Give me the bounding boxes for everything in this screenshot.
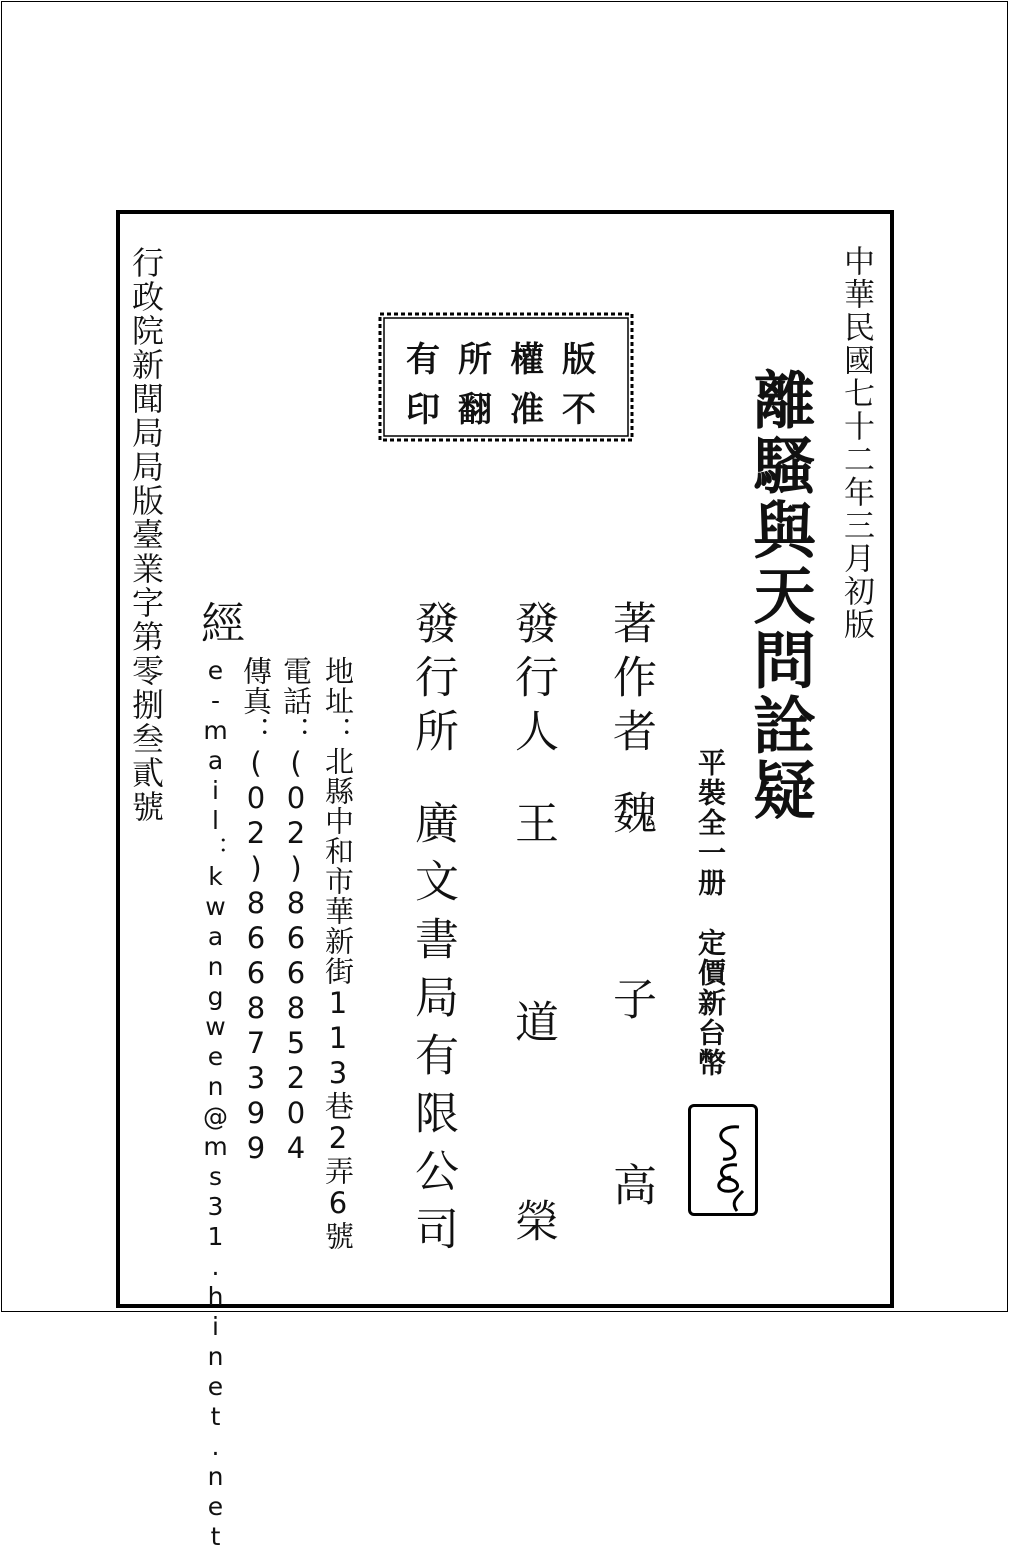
publisher-name: 王道榮	[507, 800, 558, 1397]
publishing-house-label: 發行所	[407, 600, 458, 762]
fax-line: 傳真：(02)86687399	[239, 656, 273, 1166]
email-line: e-mail：kwangwen@ms31.hinet.net	[201, 656, 230, 1552]
stamp-line-1: 有所權版	[406, 340, 614, 380]
book-title: 離騷與天問詮疑	[743, 368, 816, 823]
publication-date: 中華民國七十二年三月初版	[838, 245, 874, 641]
handwritten-price-box	[688, 1104, 758, 1216]
publisher-label: 發行人	[507, 600, 558, 762]
license-number: 行政院新聞局局版臺業字第零捌叁貳號	[127, 246, 165, 824]
author-label: 著作者	[605, 600, 656, 762]
handwritten-price-mark	[691, 1107, 761, 1219]
phone-line: 電話：(02)86685204	[279, 656, 313, 1166]
publishing-house-name: 廣文書局有限公司	[407, 800, 458, 1264]
edition-price-line: 平裝全一册 定價新台幣	[694, 748, 727, 1078]
distributor-label: 經	[193, 600, 244, 644]
author-name: 魏子高	[605, 790, 656, 1348]
address-line: 地址：北縣中和市華新街113巷2弄6號	[321, 656, 355, 1251]
stamp-line-2: 印翻准不	[406, 390, 614, 430]
copyright-stamp	[376, 310, 636, 444]
